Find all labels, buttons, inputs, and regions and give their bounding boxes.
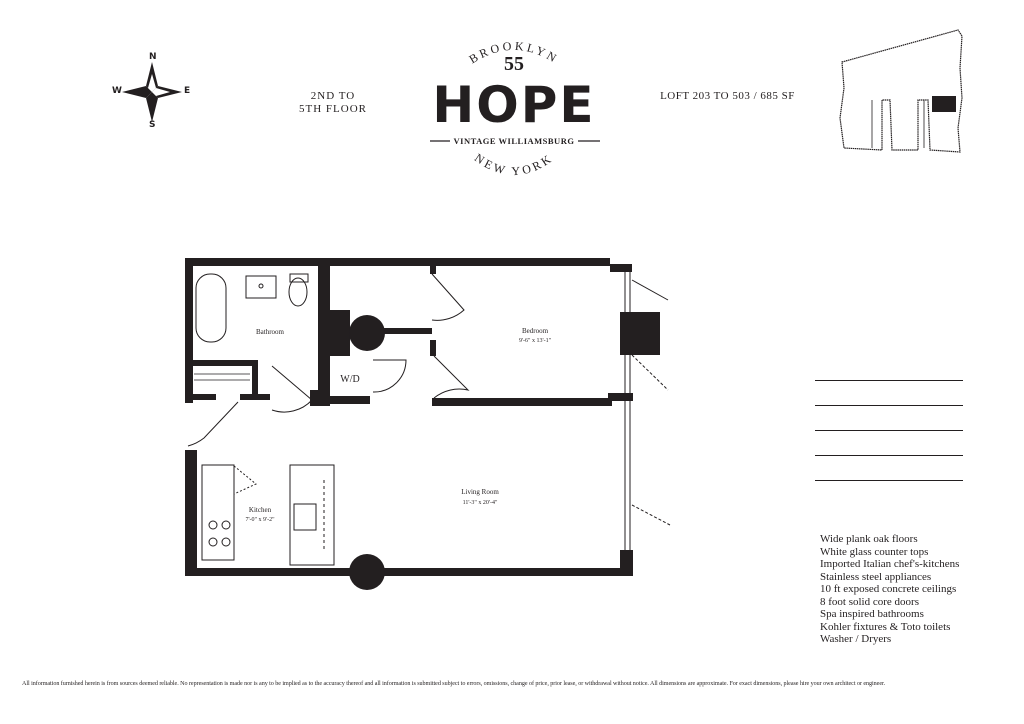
door <box>434 356 468 398</box>
column <box>349 315 385 351</box>
feature-item: Imported Italian chef's-kitchens <box>820 558 960 570</box>
floor-range-line2: 5TH FLOOR <box>299 103 367 115</box>
note-line <box>815 405 963 406</box>
room-label-bathroom: Bathroom <box>256 328 284 336</box>
room-label-wd: W/D <box>340 374 360 385</box>
floor-range-line1: 2ND TO <box>310 90 356 102</box>
exterior-walls <box>185 258 660 576</box>
notes-lines <box>815 380 963 505</box>
logo-bottom-arc: NEW YORK <box>472 150 556 179</box>
key-plan-outline <box>840 30 962 152</box>
closet <box>194 374 250 380</box>
key-plan-unit-marker <box>932 96 956 112</box>
bathroom-fixtures <box>196 274 308 342</box>
feature-item: 10 ft exposed concrete ceilings <box>820 583 957 595</box>
note-line <box>815 455 963 456</box>
feature-item: White glass counter tops <box>820 545 929 558</box>
feature-list <box>820 533 1010 646</box>
room-dims-living: 11'-3" x 20'-4" <box>462 500 498 506</box>
room-dims-bedroom: 9'-6" x 13'-1" <box>518 338 552 344</box>
room-dims-kitchen: 7'-0" x 9'-2" <box>245 517 275 523</box>
room-label-bedroom: Bedroom <box>521 327 549 335</box>
logo-number: 55 <box>504 53 524 75</box>
compass-west: W <box>112 86 122 96</box>
door <box>373 360 406 392</box>
feature-item: Washer / Dryers <box>820 633 892 645</box>
feature-item: Spa inspired bathrooms <box>820 608 924 620</box>
floor-range <box>278 90 388 116</box>
building-logo <box>408 30 620 190</box>
disclaimer: All information furnished herein is from sources deemed reliable. No representation is made nor is any to be implied as to the accuracy thereof and all information is submitted subject to errors, omissions, change of price, prior lease, or withdrawal without notice. All dimensions are approximate. For exact dimensions, please hire your own architect or engineer. <box>22 681 886 687</box>
compass-east: E <box>184 86 191 96</box>
feature-item: Wide plank oak floors <box>820 533 918 545</box>
compass-south: S <box>149 120 156 130</box>
note-line <box>815 480 963 481</box>
logo-name: HOPE <box>432 76 596 134</box>
logo-top-arc: BROOKLYN <box>466 38 562 67</box>
kitchen-counters <box>202 465 334 565</box>
compass-rose <box>112 52 192 132</box>
note-line <box>815 430 963 431</box>
logo-tagline: VINTAGE WILLIAMSBURG <box>453 136 575 146</box>
feature-item: Stainless steel appliances <box>820 570 932 583</box>
column <box>349 554 385 590</box>
door <box>188 402 238 446</box>
unit-label: LOFT 203 TO 503 / 685 SF <box>660 90 795 102</box>
compass-north: N <box>149 52 157 62</box>
floor-plan <box>180 250 680 590</box>
door <box>272 366 312 412</box>
room-label-living: Living Room <box>461 488 499 496</box>
door <box>432 274 464 320</box>
room-label-kitchen: Kitchen <box>248 506 272 514</box>
feature-item: Kohler fixtures & Toto toilets <box>820 620 951 633</box>
feature-item: 8 foot solid core doors <box>820 595 919 608</box>
note-line <box>815 380 963 381</box>
key-plan <box>832 28 970 158</box>
